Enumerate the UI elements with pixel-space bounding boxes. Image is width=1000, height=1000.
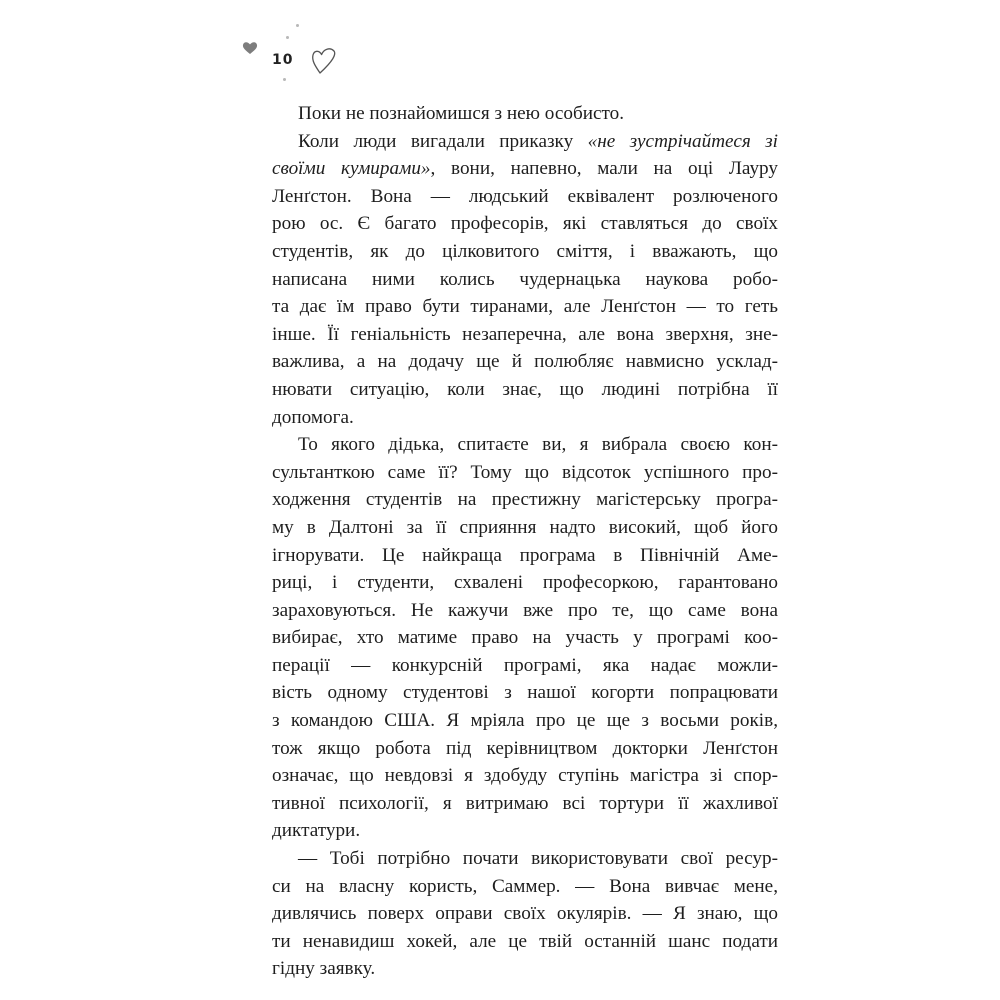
text-span: Коли люди вигадали приказку xyxy=(298,130,588,152)
text-line xyxy=(272,155,778,183)
text-line: си на власну користь, Саммер. — Вона вивчає мене, xyxy=(272,875,778,897)
text-line: з командою США. Я мріяла про це ще з восьми років, xyxy=(272,710,778,732)
text-line: та дає їм право бути тиранами, але Ленґстон — то геть xyxy=(272,296,778,318)
italic-phrase: «не зустрічайтеся зі xyxy=(587,130,778,152)
text-line: важлива, а на додачу ще й полюбляє навмисно усклад- xyxy=(272,351,778,373)
text-line: тивної психології, я витримаю всі тортури її жахливої xyxy=(272,792,778,814)
text-line: інше. Її геніальність незаперечна, але вона зверхня, зне- xyxy=(272,323,778,345)
text-line: дивлячись поверх оправи своїх окулярів. — Я знаю, що xyxy=(272,903,778,925)
text-line: допомога. xyxy=(272,406,354,428)
text-line: студентів, як до цілковитого сміття, і вважають, що xyxy=(272,240,778,262)
text-line: гідну заявку. xyxy=(272,958,376,980)
text-line: Ленґстон. Вона — людський еквівалент розлюченого xyxy=(272,185,778,207)
text-line: написана ними колись чудернацька наукова робо- xyxy=(272,268,778,290)
text-line: нювати ситуацію, коли знає, що людині потрібна її xyxy=(272,378,778,400)
page-header xyxy=(236,22,356,92)
page-number: 10 xyxy=(272,52,294,68)
text-line: рою ос. Є багато професорів, які ставляться до своїх xyxy=(272,213,778,235)
heart-outline-icon xyxy=(310,46,338,81)
italic-phrase: своїми кумирами» xyxy=(272,158,431,180)
text-line xyxy=(272,128,778,156)
decor-dot xyxy=(283,78,286,81)
text-line: перації — конкурсній програмі, яка надає можли- xyxy=(272,654,778,676)
text-line: му в Далтоні за її сприяння надто високий, щоб його xyxy=(272,516,778,538)
text-line: То якого дідька, спитаєте ви, я вибрала своєю кон- xyxy=(298,434,778,456)
text-span: , вони, напевно, мали на оці Лауру xyxy=(430,158,778,180)
text-line: ти ненавидиш хокей, але це твій останній шанс подати xyxy=(272,930,778,952)
text-line: вибирає, хто матиме право на участь у програмі коо- xyxy=(272,627,778,649)
book-text xyxy=(272,100,778,983)
text-line: сультанткою саме її? Тому що відсоток успішного про- xyxy=(272,461,778,483)
text-line: ігнорувати. Це найкраща програма в Північній Аме- xyxy=(272,544,778,566)
text-line: означає, що невдовзі я здобуду ступінь магістра зі спор- xyxy=(272,765,778,787)
text-line: диктатури. xyxy=(272,820,361,842)
decor-dot xyxy=(286,36,289,39)
text-line: вість одному студентові з нашої когорти попрацювати xyxy=(272,682,778,704)
text-line: Поки не познайомишся з нею особисто. xyxy=(298,103,625,124)
decor-dot xyxy=(296,24,299,27)
text-line: ходження студентів на престижну магістерську програ- xyxy=(272,489,778,511)
heart-solid-icon xyxy=(242,40,258,61)
text-line: тож якщо робота під керівництвом докторки Ленґстон xyxy=(272,737,778,759)
text-line: — Тобі потрібно почати використовувати свої ресур- xyxy=(298,848,778,870)
text-line: зараховуються. Не кажучи вже про те, що саме вона xyxy=(272,599,778,621)
text-line: риці, і студенти, схвалені професоркою, гарантовано xyxy=(272,572,778,594)
